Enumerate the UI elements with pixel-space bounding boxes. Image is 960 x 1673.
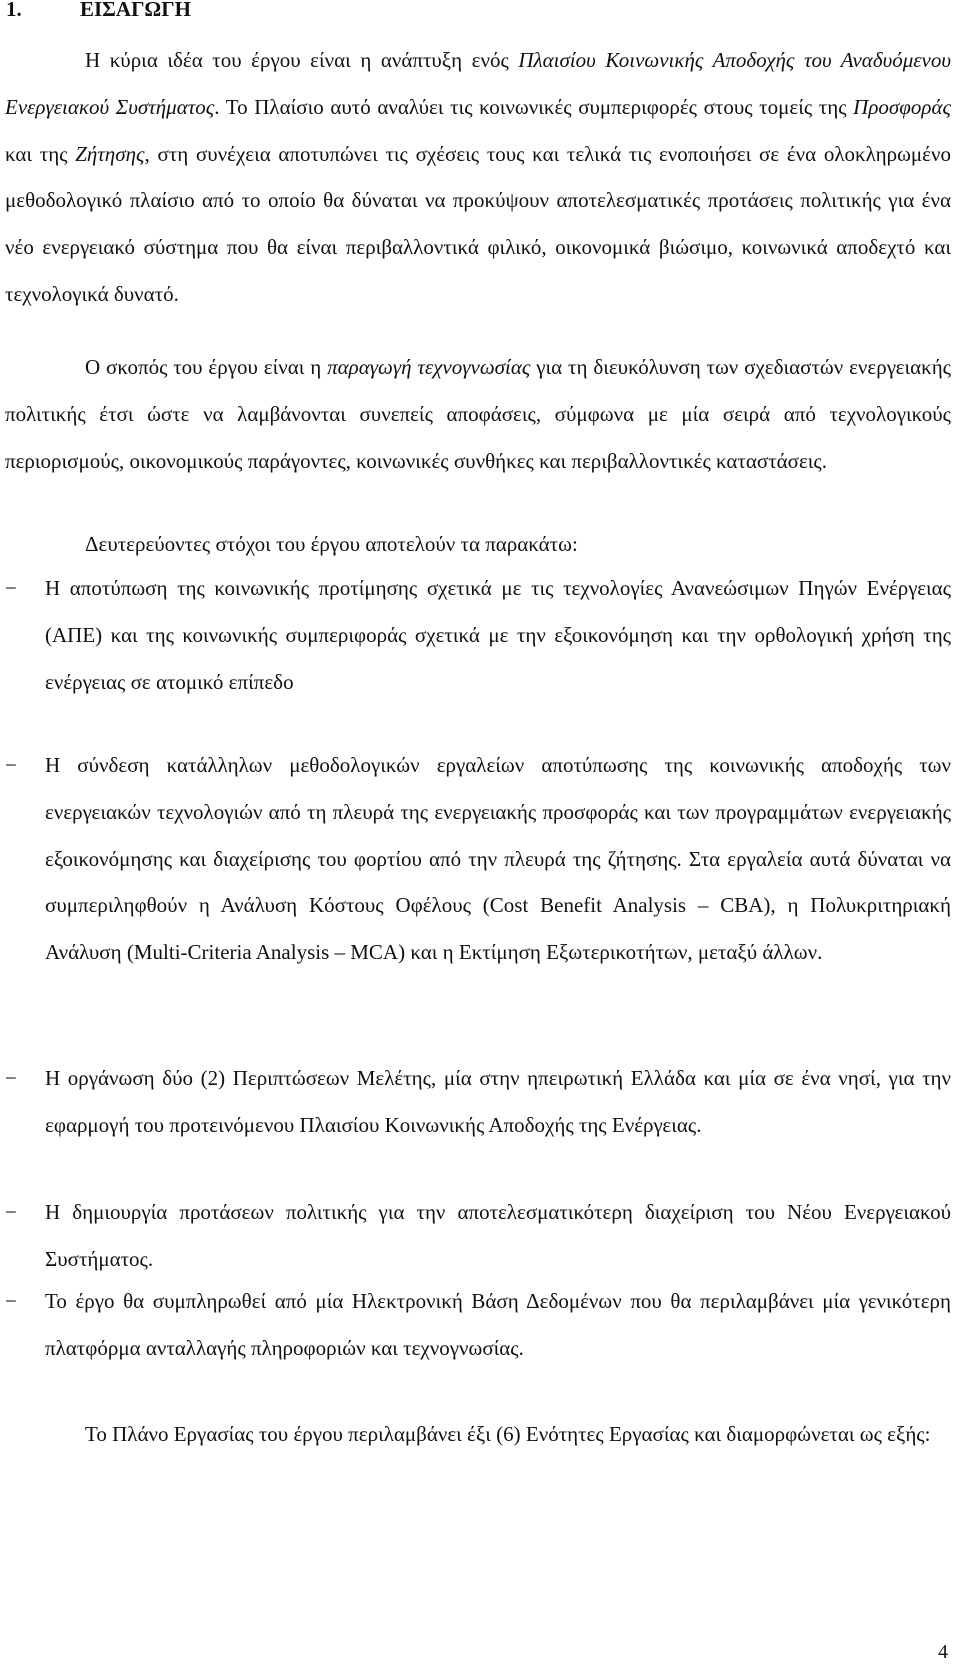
intro-text-3: και της <box>5 141 76 166</box>
dash-bullet-icon: − <box>5 1066 17 1090</box>
bullet-text-4: Η δημιουργία προτάσεων πολιτικής για την αποτελεσματικότερη διαχείριση του Νέου Ενεργειακού Συστήματος. <box>45 1200 951 1271</box>
intro-emphasis-demand: Ζήτησης <box>75 141 145 166</box>
intro-paragraph <box>5 37 951 318</box>
bullet-item-5 <box>5 1278 951 1372</box>
work-plan-paragraph: Το Πλάνο Εργασίας του έργου περιλαμβάνει έξι (6) Ενότητες Εργασίας και διαμορφώνεται ως εξής: <box>85 1422 931 1446</box>
bullet-text-3: Η οργάνωση δύο (2) Περιπτώσεων Μελέτης, μία στην ηπειρωτική Ελλάδα και μία σε ένα νησί, για την εφαρμογή του προτεινόμενου Πλαισίου Κοινωνικής Αποδοχής της Ενέργειας. <box>45 1066 951 1137</box>
intro-emphasis-framework: Πλαισίου Κοινωνικής Αποδοχής του Αναδυόμενου Ενεργειακού Συστήματος <box>5 48 951 119</box>
dash-bullet-icon: − <box>5 576 17 600</box>
intro-emphasis-supply: Προσφοράς <box>853 94 951 119</box>
bullet-text-1: Η αποτύπωση της κοινωνικής προτίμησης σχετικά με τις τεχνολογίες Ανανεώσιμων Πηγών Ενέργειας (ΑΠΕ) και της κοινωνικής συμπεριφοράς σχετικά με την εξοικονόμηση και την ορθολογική χρήση της ενέργειας σε ατομικό επίπεδο <box>45 576 951 694</box>
bullet-item-1 <box>5 565 951 705</box>
bullet-item-3 <box>5 1055 951 1149</box>
secondary-objectives-intro: Δευτερεύοντες στόχοι του έργου αποτελούν τα παρακάτω: <box>85 532 578 556</box>
dash-bullet-icon: − <box>5 1200 17 1224</box>
bullet-text-5: Το έργο θα συμπληρωθεί από μία Ηλεκτρονική Βάση Δεδομένων που θα περιλαμβάνει μία γενικότερη πλατφόρμα ανταλλαγής πληροφοριών και τεχνογνωσίας. <box>45 1289 951 1360</box>
intro-text-1: Η κύρια ιδέα του έργου είναι η ανάπτυξη ενός <box>85 48 519 72</box>
intro-text-4: , στη συνέχεια αποτυπώνει τις σχέσεις τους και τελικά τις ενοποιήσει σε ένα ολοκληρωμένο μεθοδολογικό πλαίσιο από το οποίο θα δύναται να προκύψουν αποτελεσματικές προτάσεις πολιτικής για ένα νέο ενεργειακό σύστημα που θα είναι περιβαλλοντικά φιλικό, οικονομικά βιώσιμο, κοινωνικά αποδεχτό και τεχνολογικά δυνατό. <box>5 141 951 306</box>
aim-text-2: για τη διευκόλυνση των σχεδιαστών ενεργειακής πολιτικής έτσι ώστε να λαμβάνονται συνεπείς αποφάσεις, σύμφωνα με μία σειρά από τεχνολογικούς περιορισμούς, οικονομικούς παράγοντες, κοινωνικές συνθήκες και περιβαλλοντικές καταστάσεις. <box>5 355 951 473</box>
page-number: 4 <box>938 1641 948 1663</box>
section-title: ΕΙΣΑΓΩΓΗ <box>80 0 191 21</box>
bullet-item-2 <box>5 742 951 976</box>
dash-bullet-icon: − <box>5 753 17 777</box>
bullet-text-2: Η σύνδεση κατάλληλων μεθοδολογικών εργαλείων αποτύπωσης της κοινωνικής αποδοχής των ενεργειακών τεχνολογιών από τη πλευρά της ενεργειακής προσφοράς και των προγραμμάτων ενεργειακής εξοικονόμησης και διαχείρισης του φορτίου από την πλευρά της ζήτησης. Στα εργαλεία αυτά δύναται να συμπεριληφθούν η Ανάλυση Κόστους Οφέλους (Cost Benefit Analysis – CBA), η Πολυκριτηριακή Ανάλυση (Multi-Criteria Analysis – MCA) και η Εκτίμηση Εξωτερικοτήτων, μεταξύ άλλων. <box>45 753 951 965</box>
aim-paragraph <box>5 344 951 484</box>
bullet-item-4 <box>5 1189 951 1283</box>
dash-bullet-icon: − <box>5 1289 17 1313</box>
section-heading <box>6 0 191 24</box>
aim-emphasis-knowhow: παραγωγή τεχνογνωσίας <box>327 355 531 379</box>
aim-text-1: Ο σκοπός του έργου είναι η <box>85 355 328 379</box>
intro-text-2: . Το Πλαίσιο αυτό αναλύει τις κοινωνικές συμπεριφορές στους τομείς της <box>214 94 854 119</box>
section-number: 1. <box>6 0 22 21</box>
